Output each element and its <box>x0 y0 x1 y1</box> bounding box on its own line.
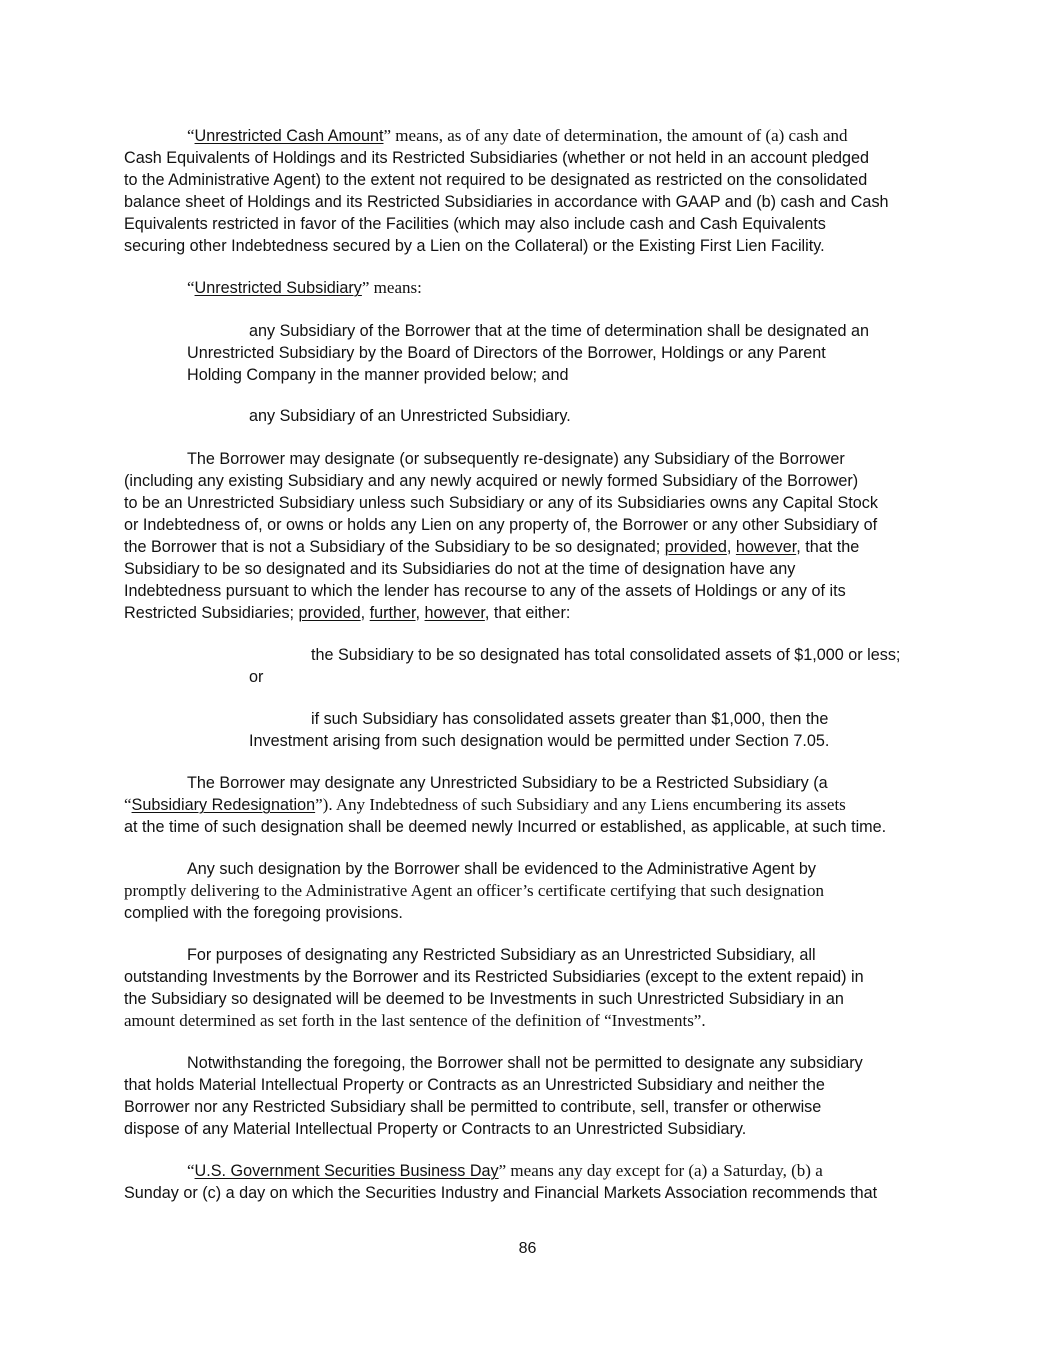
def-unrestricted-subsidiary-line: “Unrestricted Subsidiary” means: <box>187 278 422 297</box>
text-line: Any such designation by the Borrower shall be evidenced to the Administrative Agent by <box>187 860 816 878</box>
clause-line: any Subsidiary of the Borrower that at the time of determination shall be designated an <box>249 322 869 340</box>
text-line: or Indebtedness of, or owns or holds any Lien on any property of, the Borrower or any other Subsidiary of <box>124 516 878 534</box>
def-unrestricted-cash-amount-line-1: “Unrestricted Cash Amount” means, as of any date of determination, the amount of (a) cash and <box>187 126 848 145</box>
condition-line: Investment arising from such designation would be permitted under Section 7.05. <box>249 732 830 750</box>
page-number: 86 <box>518 1240 537 1257</box>
text-line: Cash Equivalents of Holdings and its Restricted Subsidiaries (whether or not held in an account pledged <box>124 149 870 167</box>
text-line: “Subsidiary Redesignation”). Any Indebtedness of such Subsidiary and any Liens encumbering its assets <box>124 795 846 814</box>
emphasis-term: however <box>735 538 797 556</box>
text-line: amount determined as set forth in the last sentence of the definition of “Investments”. <box>124 1011 706 1030</box>
defined-term: Unrestricted Cash Amount <box>194 127 384 145</box>
text-line: promptly delivering to the Administrative Agent an officer’s certificate certifying that such designation <box>124 881 824 900</box>
text-line: balance sheet of Holdings and its Restricted Subsidiaries in accordance with GAAP and (b) cash and Cash <box>124 193 889 211</box>
text-line: securing other Indebtedness secured by a Lien on the Collateral) or the Existing First Lien Facility. <box>124 237 825 255</box>
text-line: dispose of any Material Intellectual Property or Contracts to an Unrestricted Subsidiary. <box>124 1120 747 1138</box>
condition-line: if such Subsidiary has consolidated assets greater than $1,000, then the <box>311 710 829 728</box>
emphasis-term: provided <box>664 538 727 556</box>
defined-term: U.S. Government Securities Business Day <box>194 1162 499 1180</box>
defined-term: Unrestricted Subsidiary <box>194 279 362 297</box>
def-us-government-securities-business-day-line: “U.S. Government Securities Business Day” means any day except for (a) a Saturday, (b) a <box>187 1161 823 1180</box>
text-line: the Borrower that is not a Subsidiary of the Subsidiary to be so designated; provided, however, that the <box>124 538 860 556</box>
clause-line: any Subsidiary of an Unrestricted Subsidiary. <box>249 407 571 425</box>
emphasis-term: further <box>369 604 416 622</box>
text-line: the Subsidiary so designated will be deemed to be Investments in such Unrestricted Subsidiary in an <box>124 990 844 1008</box>
text-line: Indebtedness pursuant to which the lender has recourse to any of the assets of Holdings or any of its <box>124 582 846 600</box>
condition-connector: or <box>249 668 264 686</box>
text-line: Equivalents restricted in favor of the Facilities (which may also include cash and Cash Equivalents <box>124 215 826 233</box>
text-line: Subsidiary to be so designated and its Subsidiaries do not at the time of designation have any <box>124 560 796 578</box>
text-line: Borrower nor any Restricted Subsidiary shall be permitted to contribute, sell, transfer or otherwise <box>124 1098 822 1116</box>
text-line: that holds Material Intellectual Property or Contracts as an Unrestricted Subsidiary and neither the <box>124 1076 825 1094</box>
text-line: at the time of such designation shall be deemed newly Incurred or established, as applicable, at such time. <box>124 818 887 836</box>
defined-term: Subsidiary Redesignation <box>131 796 316 814</box>
condition-line: the Subsidiary to be so designated has total consolidated assets of $1,000 or less; <box>311 646 901 664</box>
clause-line: Unrestricted Subsidiary by the Board of Directors of the Borrower, Holdings or any Parent <box>187 344 826 362</box>
text-line: For purposes of designating any Restricted Subsidiary as an Unrestricted Subsidiary, all <box>187 946 816 964</box>
text-line: outstanding Investments by the Borrower and its Restricted Subsidiaries (except to the extent repaid) in <box>124 968 864 986</box>
text-line: Restricted Subsidiaries; provided, further, however, that either: <box>124 604 571 622</box>
text-line: The Borrower may designate any Unrestricted Subsidiary to be a Restricted Subsidiary (a <box>187 774 828 792</box>
text-line: to the Administrative Agent) to the extent not required to be designated as restricted on the consolidated <box>124 171 868 189</box>
text-line: complied with the foregoing provisions. <box>124 904 403 922</box>
text-line: Notwithstanding the foregoing, the Borrower shall not be permitted to designate any subsidiary <box>187 1054 863 1072</box>
emphasis-term: however <box>424 604 485 622</box>
text-line: The Borrower may designate (or subsequently re-designate) any Subsidiary of the Borrower <box>187 450 845 468</box>
text-line: to be an Unrestricted Subsidiary unless such Subsidiary or any of its Subsidiaries owns any Capital Stock <box>124 494 878 512</box>
emphasis-term: provided <box>298 604 361 622</box>
text-line: Sunday or (c) a day on which the Securities Industry and Financial Markets Association recommends that <box>124 1184 878 1202</box>
clause-line: Holding Company in the manner provided below; and <box>187 366 569 384</box>
text-line: (including any existing Subsidiary and any newly acquired or newly formed Subsidiary of the Borrower) <box>124 472 859 490</box>
